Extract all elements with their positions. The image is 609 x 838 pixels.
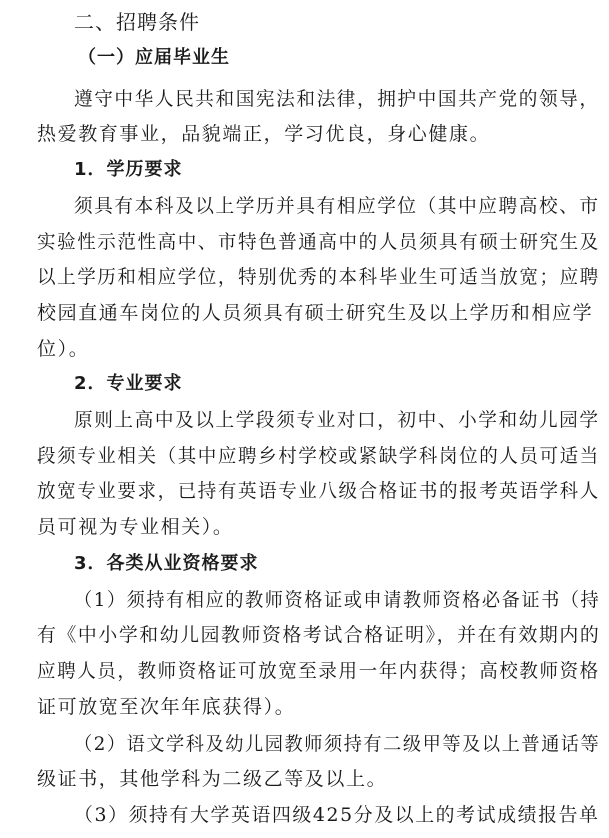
section-title: 二、招聘条件 [74,10,200,34]
major-line: 段须专业相关（其中应聘乡村学校或紧缺学科岗位的人员可适当 [37,445,600,467]
subsection-title: （一）应届毕业生 [78,47,230,68]
item-title-qualification: 3．各类从业资格要求 [74,553,259,574]
item-title-major: 2．专业要求 [74,373,183,394]
qualification-point-1-line: 应聘人员，教师资格证可放宽至录用一年内获得；高校教师资格 [37,660,600,682]
qualification-point-3-line: （3）须持有大学英语四级425分及以上的考试成绩报告单 [74,804,600,826]
education-line: 实验性示范性高中、市特色普通高中的人员须具有硕士研究生及 [37,231,600,253]
education-line: 校园直通车岗位的人员须具有硕士研究生及以上学历和相应学 [37,302,594,324]
intro-line: 热爱教育事业，品貌端正，学习优良，身心健康。 [37,123,491,145]
intro-line: 遵守中华人民共和国宪法和法律，拥护中国共产党的领导， [74,88,600,110]
education-line: 位）。 [37,338,90,360]
qualification-point-2-line: （2）语文学科及幼儿园教师须持有二级甲等及以上普通话等 [74,733,601,755]
major-line: 员可视为专业相关）。 [37,516,234,538]
item-title-education: 1．学历要求 [74,159,183,180]
education-line: 须具有本科及以上学历并具有相应学位（其中应聘高校、市 [74,195,600,217]
qualification-point-2-line: 级证书，其他学科为二级乙等及以上。 [37,768,388,790]
major-line: 原则上高中及以上学段须专业对口，初中、小学和幼儿园学 [74,409,600,431]
qualification-point-1-line: （1）须持有相应的教师资格证或申请教师资格必备证书（持 [74,589,601,611]
qualification-point-1-line: 有《中小学和幼儿园教师资格考试合格证明》，并在有效期内的 [37,624,601,646]
education-line: 以上学历和相应学位，特别优秀的本科毕业生可适当放宽；应聘 [37,266,600,288]
qualification-point-1-line: 证可放宽至次年年底获得）。 [37,696,296,718]
major-line: 放宽专业要求，已持有英语专业八级合格证书的报考英语学科人 [37,480,600,502]
